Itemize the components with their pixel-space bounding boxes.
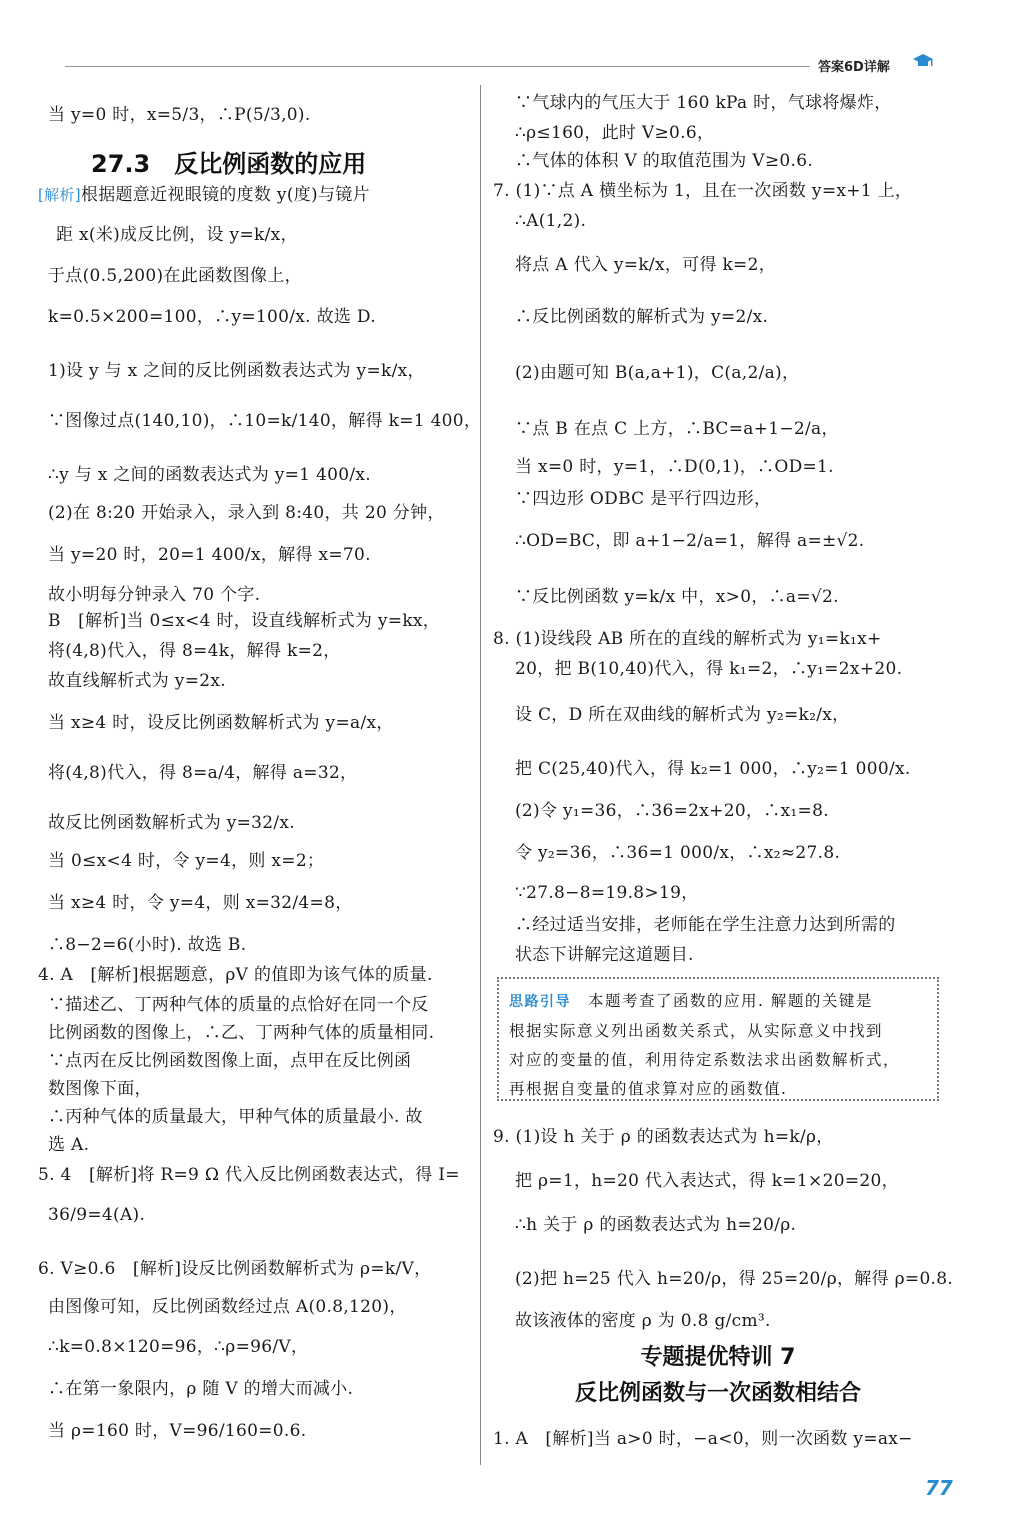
text-line: (2)在 8:20 开始录入，录入到 8:40，共 20 分钟， xyxy=(48,503,445,523)
text-line: 20，把 B(10,40)代入，得 k₁=2，∴y₁=2x+20. xyxy=(515,659,903,679)
text-line: 8. (1)设线段 AB 所在的直线的解析式为 y₁=k₁x+ xyxy=(493,629,882,649)
text-line: 当 x≥4 时，令 y=4，则 x=32/4=8， xyxy=(48,893,353,913)
text-line: ∴k=0.8×120=96，∴ρ=96/V， xyxy=(48,1337,309,1357)
text-line: 6. V≥0.6 [解析]设反比例函数解析式为 ρ=k/V， xyxy=(38,1259,432,1279)
graduation-cap-icon xyxy=(912,52,934,70)
text-line: 当 y=20 时，20=1 400/x，解得 x=70. xyxy=(48,545,371,565)
text-line: 比例函数的图像上，∴乙、丁两种气体的质量相同. xyxy=(48,1023,435,1043)
text-line: 当 y=0 时，x=5/3，∴P(5/3,0). xyxy=(48,105,311,125)
text-line: ∴8−2=6(小时). 故选 B. xyxy=(48,935,247,955)
text-line: ∴A(1,2). xyxy=(515,211,587,231)
thinking-guide-box xyxy=(497,977,939,1101)
text-line: ∴经过适当安排，老师能在学生注意力达到所需的 xyxy=(515,915,896,935)
text-line: ∴气体的体积 V 的取值范围为 V≥0.6. xyxy=(515,151,814,171)
section-heading: 专题提优特训 7 xyxy=(640,1345,796,1370)
header-rule xyxy=(65,66,810,67)
text-line: 状态下讲解完这道题目. xyxy=(515,945,694,965)
text-line: 1)设 y 与 x 之间的反比例函数表达式为 y=k/x， xyxy=(48,361,425,381)
text-line: 令 y₂=36，∴36=1 000/x，∴x₂≈27.8. xyxy=(515,843,841,863)
text-line: 1. A [解析]当 a>0 时，−a<0，则一次函数 y=ax− xyxy=(493,1429,913,1449)
text-line: 距 x(米)成反比例，设 y=k/x， xyxy=(56,225,298,245)
text-line: 选 A. xyxy=(48,1135,90,1155)
text-line: (2)由题可知 B(a,a+1)，C(a,2/a)， xyxy=(515,363,800,383)
text-line: 故直线解析式为 y=2x. xyxy=(48,671,226,691)
guide-tag: 思路引导 xyxy=(509,994,571,1010)
text-line: 5. 4 [解析]将 R=9 Ω 代入反比例函数表达式，得 I= xyxy=(38,1165,460,1185)
text-line: 4. A [解析]根据题意，ρV 的值即为该气体的质量. xyxy=(38,965,433,985)
text-line: B [解析]当 0≤x<4 时，设直线解析式为 y=kx， xyxy=(48,611,441,631)
text-line: 故该液体的密度 ρ 为 0.8 g/cm³. xyxy=(515,1311,771,1331)
text-line: ∵描述乙、丁两种气体的质量的点恰好在同一个反 xyxy=(48,995,429,1015)
page-number: 77 xyxy=(925,1476,953,1500)
text-line: ∴在第一象限内，ρ 随 V 的增大而减小. xyxy=(48,1379,354,1399)
text-line: (2)令 y₁=36，∴36=2x+20，∴x₁=8. xyxy=(515,801,829,821)
text-line: 由图像可知，反比例函数经过点 A(0.8,120)， xyxy=(48,1297,407,1317)
text-line: 将点 A 代入 y=k/x，可得 k=2， xyxy=(515,255,777,275)
guide-line: 根据实际意义列出函数关系式，从实际意义中找到 xyxy=(509,1022,884,1040)
text-line: 当 x=0 时，y=1，∴D(0,1)，∴OD=1. xyxy=(515,457,834,477)
text-line: ∴OD=BC，即 a+1−2/a=1，解得 a=±√2. xyxy=(515,531,865,551)
text-line: ∴y 与 x 之间的函数表达式为 y=1 400/x. xyxy=(48,465,371,485)
column-divider xyxy=(480,85,481,1465)
text-line: k=0.5×200=100，∴y=100/x. 故选 D. xyxy=(48,307,376,327)
text-line: ∴ρ≤160，此时 V≥0.6， xyxy=(515,123,715,143)
text-line: (2)把 h=25 代入 h=20/ρ，得 25=20/ρ，解得 ρ=0.8. xyxy=(515,1269,954,1289)
header-label: 答案6D详解 xyxy=(818,60,890,75)
text-line: 设 C，D 所在双曲线的解析式为 y₂=k₂/x， xyxy=(515,705,850,725)
text-line: 当 0≤x<4 时，令 y=4，则 x=2； xyxy=(48,851,325,871)
text-line: ∵反比例函数 y=k/x 中，x>0，∴a=√2. xyxy=(515,587,839,607)
section-heading: 反比例函数与一次函数相结合 xyxy=(574,1381,861,1406)
section-title: 27.3 反比例函数的应用 xyxy=(91,150,367,178)
text-line: ∵点 B 在点 C 上方，∴BC=a+1−2/a， xyxy=(515,419,839,439)
guide-line: 对应的变量的值，利用待定系数法求出函数解析式， xyxy=(509,1051,901,1069)
text-line: 把 ρ=1，h=20 代入表达式，得 k=1×20=20， xyxy=(515,1171,899,1191)
text-line: 当 x≥4 时，设反比例函数解析式为 y=a/x， xyxy=(48,713,394,733)
text-line: ∴丙种气体的质量最大，甲种气体的质量最小. 故 xyxy=(48,1107,423,1127)
text-line: 36/9=4(A). xyxy=(48,1205,146,1225)
text-line: ∴反比例函数的解析式为 y=2/x. xyxy=(515,307,769,327)
text-line: 将(4,8)代入，得 8=4k，解得 k=2， xyxy=(48,641,341,661)
text-line: 故反比例函数解析式为 y=32/x. xyxy=(48,813,296,833)
text-line: 7. (1)∵点 A 横坐标为 1，且在一次函数 y=x+1 上， xyxy=(493,181,913,201)
text-line: ∵27.8−8=19.8>19， xyxy=(515,883,699,903)
text-line: 当 ρ=160 时，V=96/160=0.6. xyxy=(48,1421,307,1441)
text-line: ∵图像过点(140,10)，∴10=k/140，解得 k=1 400， xyxy=(48,411,482,431)
text-line: 将(4,8)代入，得 8=a/4，解得 a=32， xyxy=(48,763,358,783)
text-line: ∴h 关于 ρ 的函数表达式为 h=20/ρ. xyxy=(515,1215,797,1235)
text-line: 数图像下面， xyxy=(48,1079,152,1099)
text-line: ∵气球内的气压大于 160 kPa 时，气球将爆炸， xyxy=(515,93,892,113)
text-line: 故小明每分钟录入 70 个字. xyxy=(48,585,261,605)
text-line: ∵点丙在反比例函数图像上面，点甲在反比例函 xyxy=(48,1051,412,1071)
text-line: ∵四边形 ODBC 是平行四边形， xyxy=(515,489,772,509)
guide-line: 再根据自变量的值求算对应的函数值. xyxy=(509,1080,788,1098)
text-line: 把 C(25,40)代入，得 k₂=1 000，∴y₂=1 000/x. xyxy=(515,759,911,779)
analysis-tag: [解析] xyxy=(38,186,81,204)
text-line: [解析]根据题意近视眼镜的度数 y(度)与镜片 xyxy=(38,185,370,205)
guide-line: 思路引导 本题考查了函数的应用. 解题的关键是 xyxy=(509,992,873,1010)
text-line: 9. (1)设 h 关于 ρ 的函数表达式为 h=k/ρ， xyxy=(493,1127,834,1147)
text-line: 于点(0.5,200)在此函数图像上， xyxy=(48,266,302,286)
